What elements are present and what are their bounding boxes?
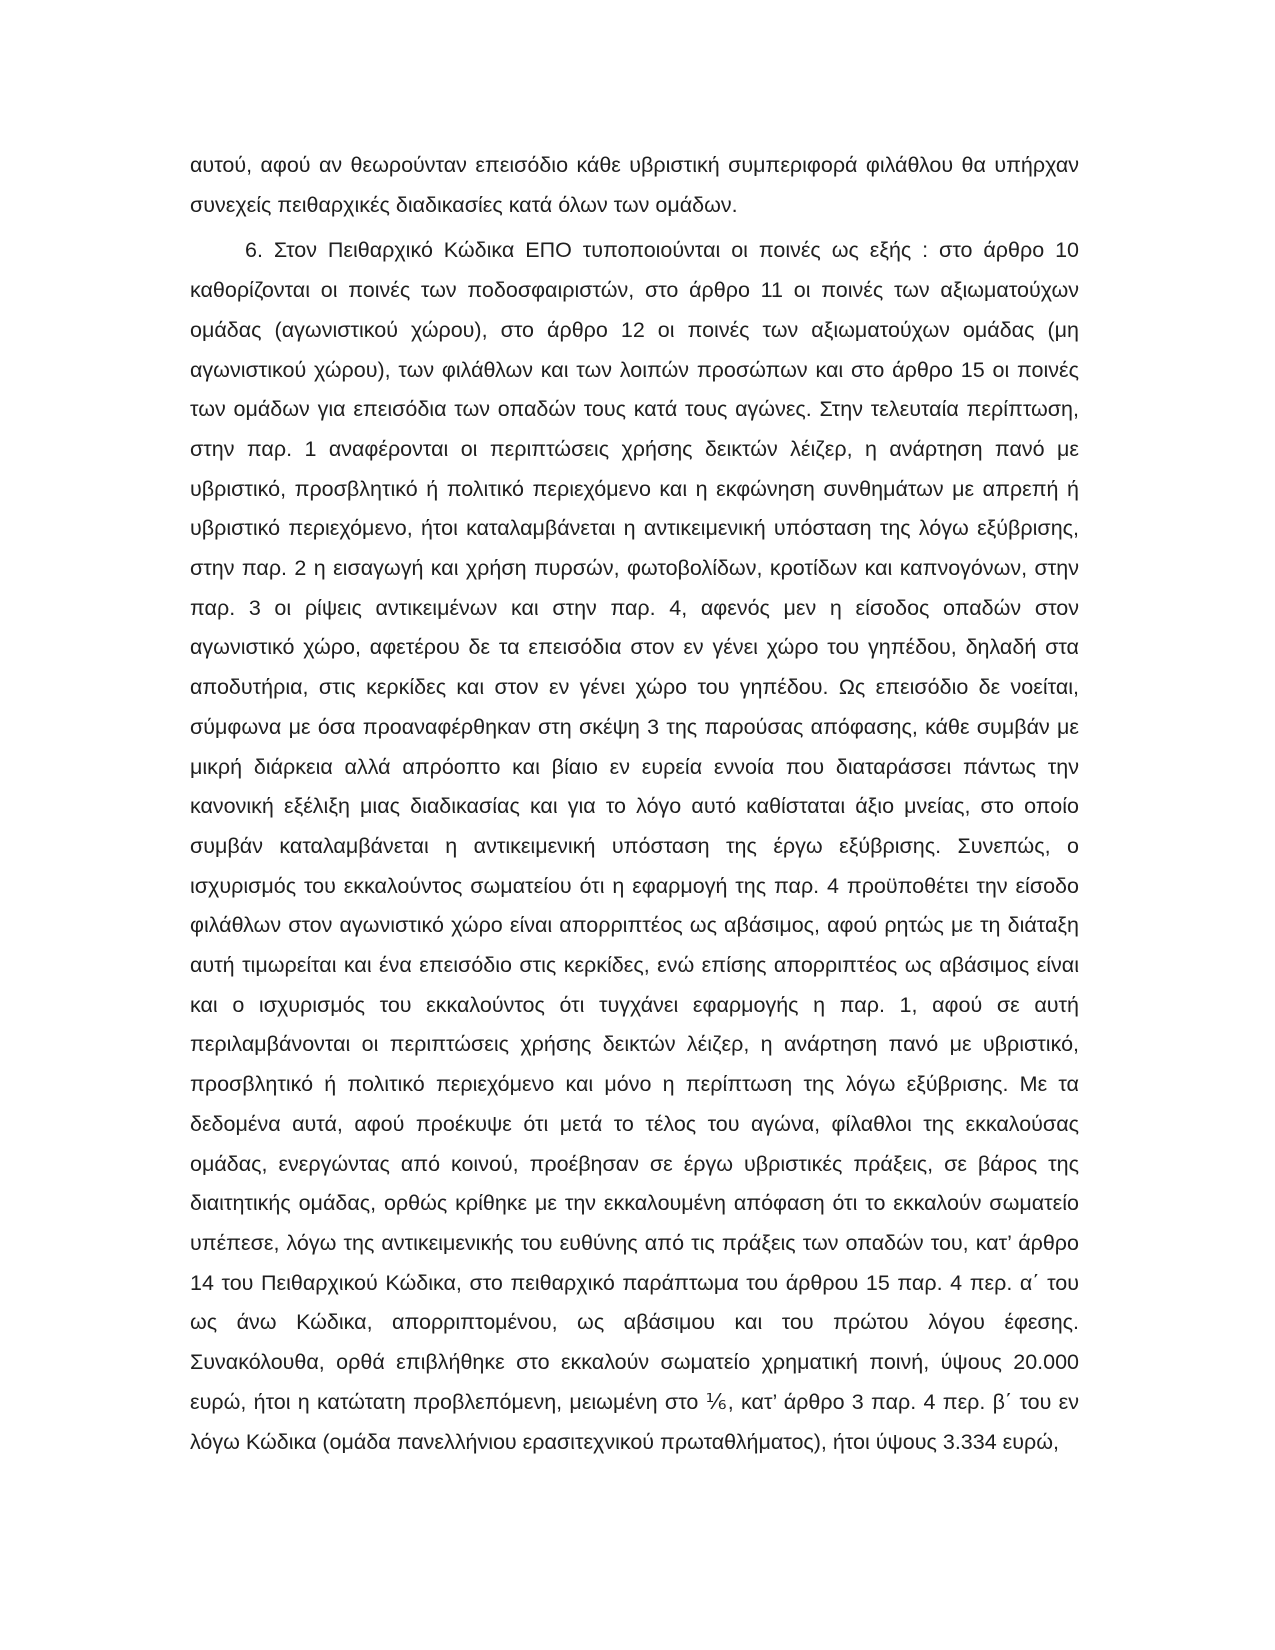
document-body bbox=[190, 146, 1079, 1462]
paragraph-continuation: αυτού, αφού αν θεωρούνταν επεισόδιο κάθε υβριστική συμπεριφορά φιλάθλου θα υπήρχαν συνεχείς πειθαρχικές διαδικασίες κατά όλων των ομάδων. bbox=[190, 153, 1079, 217]
paragraph-6: 6. Στον Πειθαρχικό Κώδικα ΕΠΟ τυποποιούνται οι ποινές ως εξής : στο άρθρο 10 καθορίζονται οι ποινές των ποδοσφαιριστών, στο άρθρο 11 οι ποινές των αξιωματούχων ομάδας (αγωνιστικού χώρου), στο άρθρο 12 οι ποινές των αξιωματούχων ομάδας (μη αγωνιστικού χώρου), των φιλάθλων και των λοιπών προσώπων και στο άρθρο 15 οι ποινές των ομάδων για επεισόδια των οπαδών τους κατά τους αγώνες. Στην τελευταία περίπτωση, στην παρ. 1 αναφέρονται οι περιπτώσεις χρήσης δεικτών λέιζερ, η ανάρτηση πανό με υβριστικό, προσβλητικό ή πολιτικό περιεχόμενο και η εκφώνηση συνθημάτων με απρεπή ή υβριστικό περιεχόμενο, ήτοι καταλαμβάνεται η αντικειμενική υπόσταση της λόγω εξύβρισης, στην παρ. 2 η εισαγωγή και χρήση πυρσών, φωτοβολίδων, κροτίδων και καπνογόνων, στην παρ. 3 οι ρίψεις αντικειμένων και στην παρ. 4, αφενός μεν η είσοδος οπαδών στον αγωνιστικό χώρο, αφετέρου δε τα επεισόδια στον εν γένει χώρο του γηπέδου, δηλαδή στα αποδυτήρια, στις κερκίδες και στον εν γένει χώρο του γηπέδου. Ως επεισόδιο δε νοείται, σύμφωνα με όσα προαναφέρθηκαν στη σκέψη 3 της παρούσας απόφασης, κάθε συμβάν με μικρή διάρκεια αλλά απρόοπτο και βίαιο εν ευρεία εννοία που διαταράσσει πάντως την κανονική εξέλιξη μιας διαδικασίας και για το λόγο αυτό καθίσταται άξιο μνείας, στο οποίο συμβάν καταλαμβάνεται η αντικειμενική υπόσταση της έργω εξύβρισης. Συνεπώς, ο ισχυρισμός του εκκαλούντος σωματείου ότι η εφαρμογή της παρ. 4 προϋποθέτει την είσοδο φιλάθλων στον αγωνιστικό χώρο είναι απορριπτέος ως αβάσιμος, αφού ρητώς με τη διάταξη αυτή τιμωρείται και ένα επεισόδιο στις κερκίδες, ενώ επίσης απορριπτέος ως αβάσιμος είναι και ο ισχυρισμός του εκκαλούντος ότι τυγχάνει εφαρμογής η παρ. 1, αφού σε αυτή περιλαμβάνονται οι περιπτώσεις χρήσης δεικτών λέιζερ, η ανάρτηση πανό με υβριστικό, προσβλητικό ή πολιτικό περιεχόμενο και μόνο η περίπτωση της λόγω εξύβρισης. Με τα δεδομένα αυτά, αφού προέκυψε ότι μετά το τέλος του αγώνα, φίλαθλοι της εκκαλούσας ομάδας, ενεργώντας από κοινού, προέβησαν σε έργω υβριστικές πράξεις, σε βάρος της διαιτητικής ομάδας, ορθώς κρίθηκε με την εκκαλουμένη απόφαση ότι το εκκαλούν σωματείο υπέπεσε, λόγω της αντικειμενικής του ευθύνης από τις πράξεις των οπαδών του, κατ’ άρθρο 14 του Πειθαρχικού Κώδικα, στο πειθαρχικό παράπτωμα του άρθρου 15 παρ. 4 περ. α΄ του ως άνω Κώδικα, απορριπτομένου, ως αβάσιμου και του πρώτου λόγου έφεσης. Συνακόλουθα, ορθά επιβλήθηκε στο εκκαλούν σωματείο χρηματική ποινή, ύψους 20.000 ευρώ, ήτοι η κατώτατη προβλεπόμενη, μειωμένη στο ⅙, κατ’ άρθρο 3 παρ. 4 περ. β΄ του εν λόγω Κώδικα (ομάδα πανελλήνιου ερασιτεχνικού πρωταθλήματος), ήτοι ύψους 3.334 ευρώ, bbox=[190, 238, 1079, 1454]
